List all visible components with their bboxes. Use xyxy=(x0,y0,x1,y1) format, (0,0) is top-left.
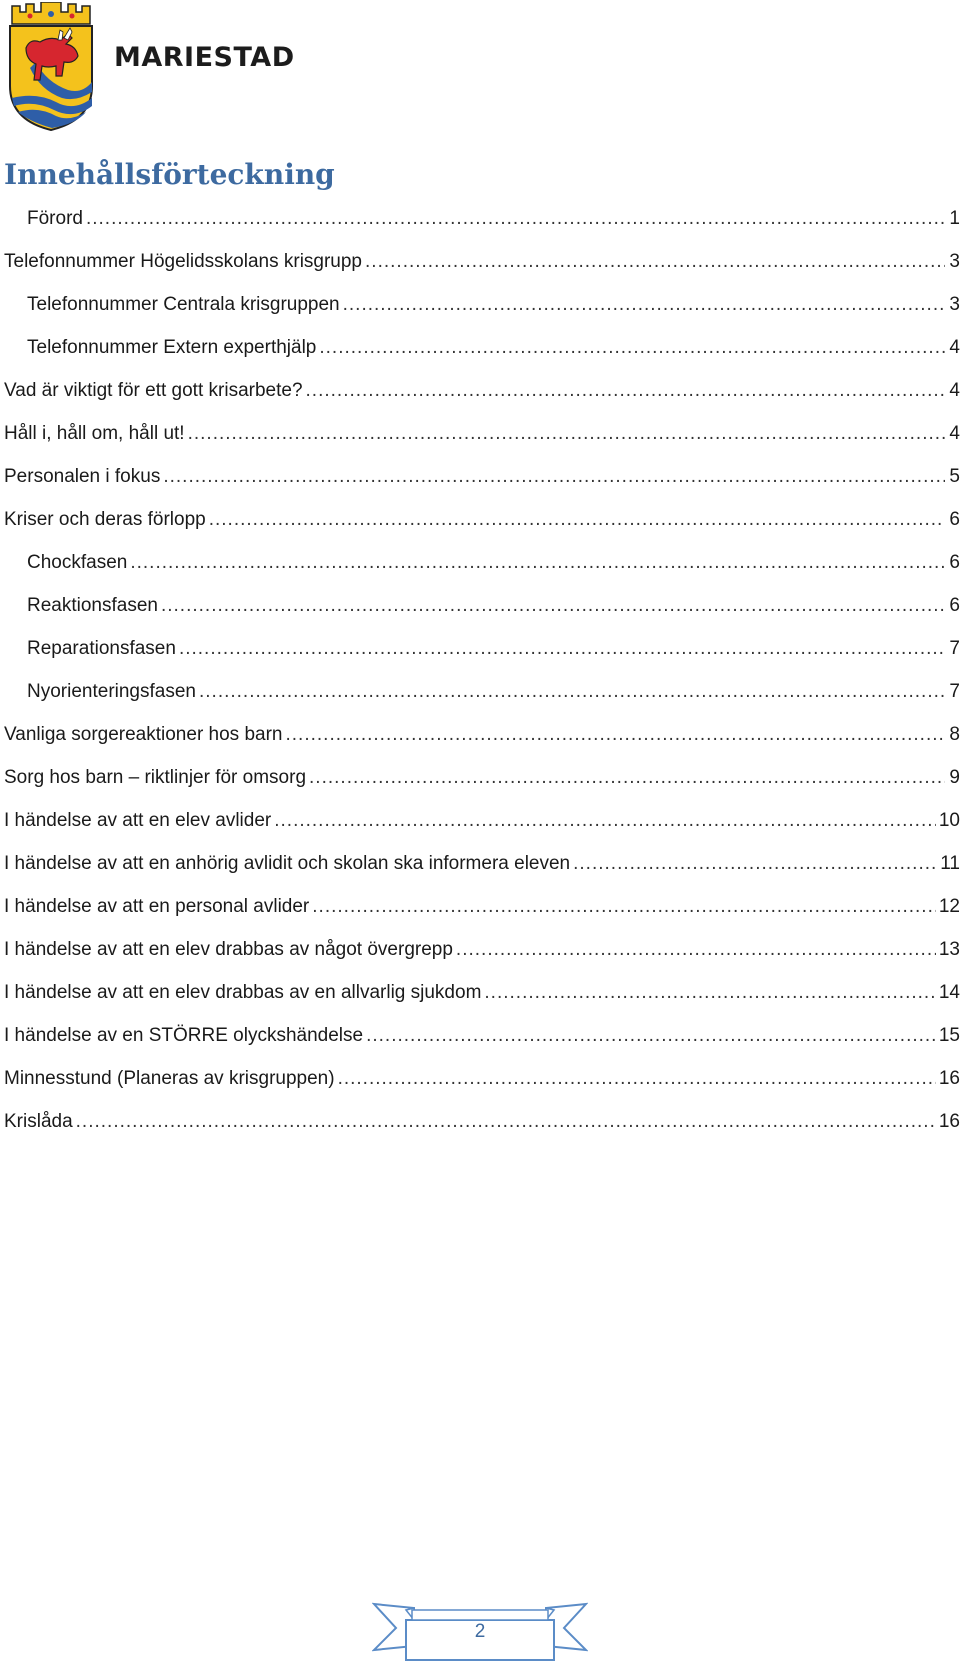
toc-entry-label: Chockfasen xyxy=(27,552,128,573)
brand-name: MARIESTAD xyxy=(114,42,295,73)
toc-entry[interactable] xyxy=(4,197,960,240)
toc-dot-leader xyxy=(365,240,945,283)
toc-entry-page: 12 xyxy=(938,896,960,917)
toc-entry-page: 3 xyxy=(949,251,960,272)
toc-dot-leader xyxy=(573,842,937,885)
toc-dot-leader xyxy=(274,799,936,842)
toc-entry[interactable] xyxy=(4,1100,960,1143)
toc-entry-label: Minnesstund (Planeras av krisgruppen) xyxy=(4,1068,335,1089)
toc-entry[interactable] xyxy=(4,928,960,971)
page-number: 2 xyxy=(474,1621,486,1642)
toc-entry-page: 4 xyxy=(949,337,960,358)
toc-entry-label: Telefonnummer Extern experthjälp xyxy=(27,337,317,358)
toc-dot-leader xyxy=(199,670,945,713)
toc-entry-label: Telefonnummer Centrala krisgruppen xyxy=(27,294,340,315)
toc-entry[interactable] xyxy=(4,541,960,584)
toc-entry-label: I händelse av att en elev avlider xyxy=(4,810,272,831)
toc-entry-page: 6 xyxy=(949,595,960,616)
toc-dot-leader xyxy=(76,1100,936,1143)
mariestad-crest-icon xyxy=(6,2,96,132)
toc-dot-leader xyxy=(161,584,945,627)
toc-entry-label: I händelse av att en personal avlider xyxy=(4,896,310,917)
toc-entry-label: Nyorienteringsfasen xyxy=(27,681,196,702)
toc-entry[interactable] xyxy=(4,842,960,885)
toc-title: Innehållsförteckning xyxy=(4,158,335,191)
toc-dot-leader xyxy=(343,283,945,326)
toc-entry[interactable] xyxy=(4,1057,960,1100)
toc-entry[interactable] xyxy=(4,1014,960,1057)
toc-entry-page: 10 xyxy=(938,810,960,831)
toc-dot-leader xyxy=(312,885,936,928)
toc-entry[interactable] xyxy=(4,799,960,842)
toc-dot-leader xyxy=(163,455,945,498)
toc-entry-page: 9 xyxy=(949,767,960,788)
toc-entry[interactable] xyxy=(4,240,960,283)
toc-entry[interactable] xyxy=(4,412,960,455)
toc-entry[interactable] xyxy=(4,326,960,369)
toc-dot-leader xyxy=(309,756,945,799)
toc-dot-leader xyxy=(188,412,945,455)
toc-dot-leader xyxy=(319,326,945,369)
toc-entry-label: Håll i, håll om, håll ut! xyxy=(4,423,185,444)
toc-dot-leader xyxy=(179,627,945,670)
toc-entry-label: Kriser och deras förlopp xyxy=(4,509,206,530)
toc-entry-page: 16 xyxy=(938,1068,960,1089)
toc-entry-page: 6 xyxy=(949,509,960,530)
toc-dot-leader xyxy=(286,713,946,756)
toc-entry-label: I händelse av att en elev drabbas av något övergrepp xyxy=(4,939,453,960)
toc-entry-label: I händelse av att en anhörig avlidit och skolan ska informera eleven xyxy=(4,853,571,874)
toc-entry-page: 5 xyxy=(949,466,960,487)
toc-dot-leader xyxy=(456,928,936,971)
toc-entry-label: Sorg hos barn – riktlinjer för omsorg xyxy=(4,767,307,788)
toc-entry[interactable] xyxy=(4,283,960,326)
toc-entry-label: Vanliga sorgereaktioner hos barn xyxy=(4,724,283,745)
toc-dot-leader xyxy=(338,1057,936,1100)
toc-entry-page: 14 xyxy=(938,982,960,1003)
toc-entry-page: 13 xyxy=(938,939,960,960)
toc-entry-label: Vad är viktigt för ett gott krisarbete? xyxy=(4,380,303,401)
toc-entry-page: 6 xyxy=(949,552,960,573)
toc-entry-label: Reparationsfasen xyxy=(27,638,176,659)
toc-entry-label: I händelse av att en elev drabbas av en allvarlig sjukdom xyxy=(4,982,482,1003)
toc-entry[interactable] xyxy=(4,713,960,756)
toc-entry[interactable] xyxy=(4,670,960,713)
toc-entry[interactable] xyxy=(4,498,960,541)
table-of-contents xyxy=(4,197,960,1143)
toc-entry-page: 8 xyxy=(949,724,960,745)
toc-entry-page: 3 xyxy=(949,294,960,315)
toc-entry-page: 15 xyxy=(938,1025,960,1046)
toc-entry[interactable] xyxy=(4,971,960,1014)
toc-dot-leader xyxy=(366,1014,936,1057)
toc-entry-label: Krislåda xyxy=(4,1111,73,1132)
page-header xyxy=(6,2,406,134)
toc-entry[interactable] xyxy=(4,885,960,928)
toc-dot-leader xyxy=(209,498,945,541)
toc-entry[interactable] xyxy=(4,584,960,627)
toc-entry-page: 16 xyxy=(938,1111,960,1132)
page-footer xyxy=(372,1598,588,1661)
toc-entry-page: 1 xyxy=(949,208,960,229)
toc-dot-leader xyxy=(484,971,935,1014)
toc-entry-page: 7 xyxy=(949,638,960,659)
toc-entry-label: Personalen i fokus xyxy=(4,466,161,487)
toc-entry-page: 11 xyxy=(940,853,960,874)
toc-dot-leader xyxy=(86,197,945,240)
toc-entry[interactable] xyxy=(4,369,960,412)
toc-entry-page: 7 xyxy=(949,681,960,702)
toc-entry-label: Förord xyxy=(27,208,83,229)
toc-entry-page: 4 xyxy=(949,380,960,401)
toc-entry[interactable] xyxy=(4,756,960,799)
toc-entry-label: I händelse av en STÖRRE olyckshändelse xyxy=(4,1025,364,1046)
toc-entry-page: 4 xyxy=(949,423,960,444)
toc-dot-leader xyxy=(130,541,945,584)
toc-entry[interactable] xyxy=(4,627,960,670)
toc-entry-label: Reaktionsfasen xyxy=(27,595,158,616)
toc-entry[interactable] xyxy=(4,455,960,498)
toc-dot-leader xyxy=(306,369,945,412)
toc-entry-label: Telefonnummer Högelidsskolans krisgrupp xyxy=(4,251,363,272)
